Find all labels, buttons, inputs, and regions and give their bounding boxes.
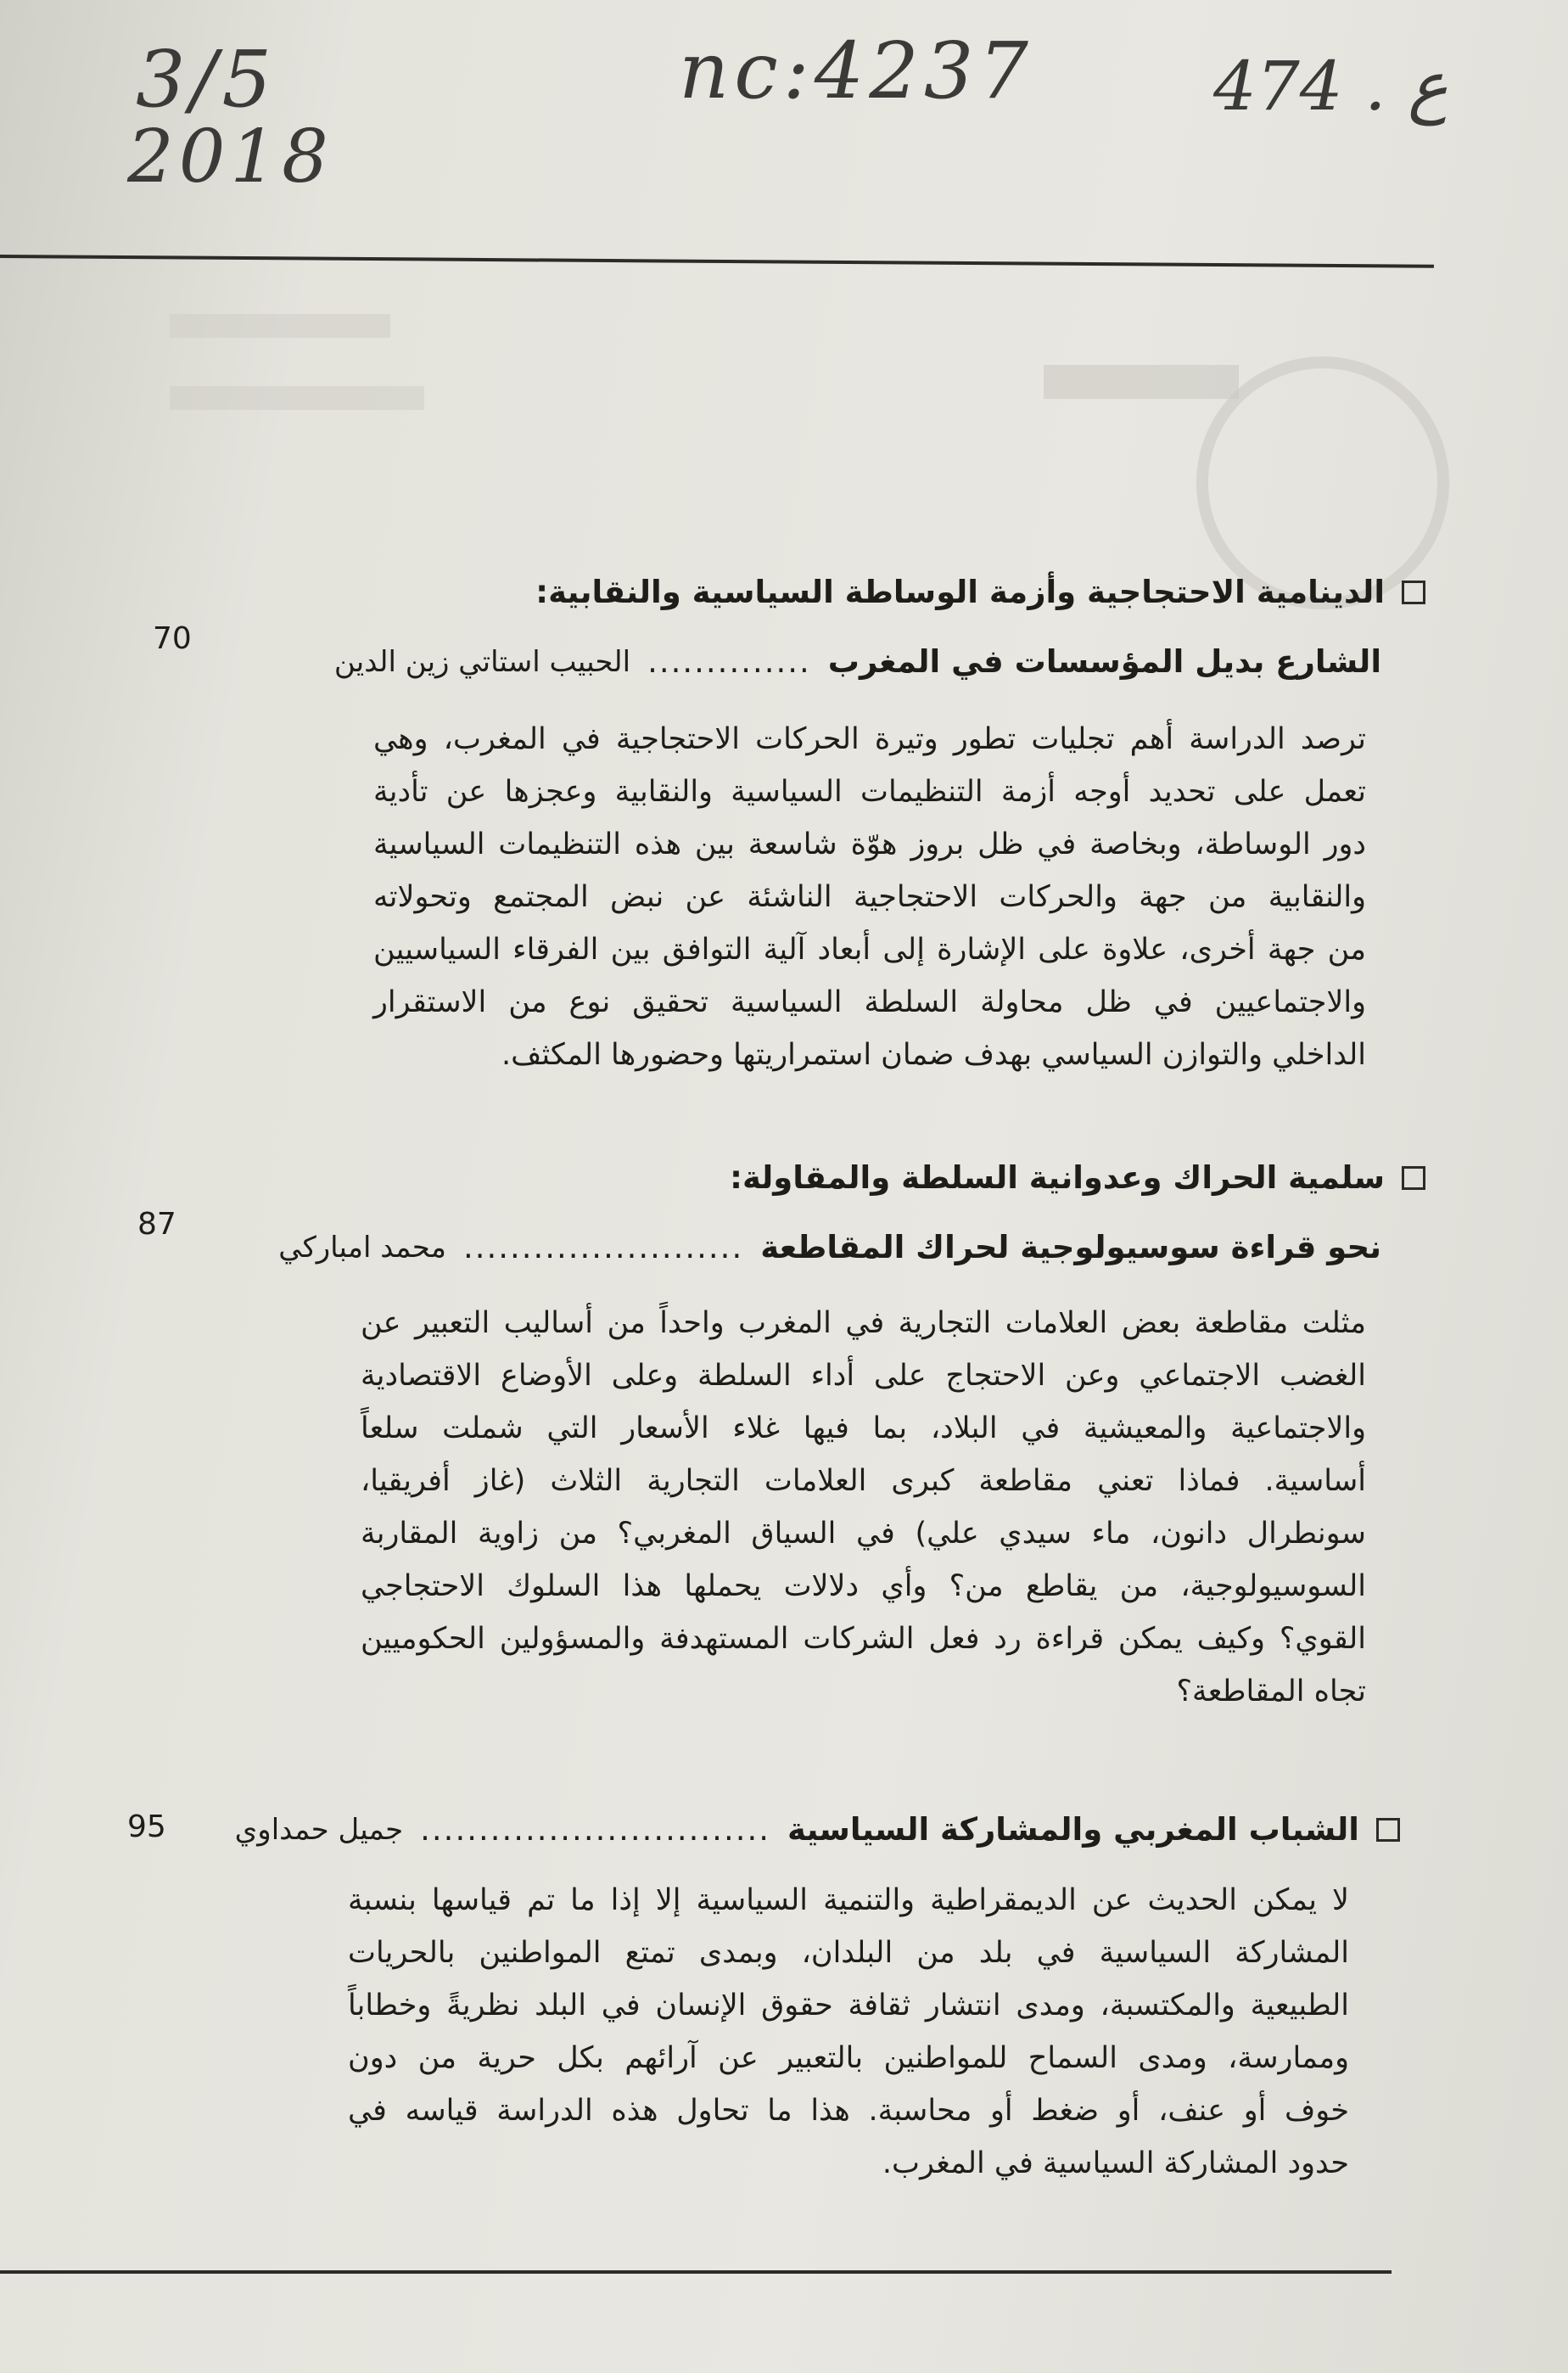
checkbox-icon bbox=[1402, 581, 1425, 604]
handwritten-code: 474 . ع bbox=[1213, 47, 1448, 126]
abstract-line: الطبيعية والمكتسبة، ومدى انتشار ثقافة حقوق الإنسان في البلد نظريةً وخطاباً bbox=[348, 1989, 1349, 2022]
abstract-line: والاجتماعيين في ظل محاولة السلطة السياسية تحقيق نوع من الاستقرار bbox=[373, 985, 1366, 1019]
abstract-line: والاجتماعية والمعيشية في البلاد، بما فيها غلاء الأسعار التي شملت سلعاً bbox=[361, 1411, 1366, 1445]
bleed-through-mark bbox=[170, 314, 390, 338]
entry-page-number: 87 bbox=[137, 1207, 176, 1242]
leader-dots: .............................. bbox=[420, 1811, 770, 1848]
handwritten-acquisition-number: nc:4237 bbox=[679, 25, 1033, 116]
abstract-line: والنقابية من جهة والحركات الاحتجاجية الناشئة عن نبض المجتمع وتحولاته bbox=[373, 880, 1366, 914]
entry-title-line-1 bbox=[235, 1806, 1400, 1854]
abstract-line: تجاه المقاطعة؟ bbox=[1176, 1675, 1366, 1708]
checkbox-icon bbox=[1402, 1166, 1425, 1190]
abstract-line: تعمل على تحديد أوجه أزمة التنظيمات السياسية والنقابية وعجزها عن تأدية bbox=[373, 775, 1366, 809]
entry-title-line-1 bbox=[535, 569, 1425, 616]
toc-entry-3 bbox=[0, 1799, 1434, 2241]
abstract-line: المشاركة السياسية في بلد من البلدان، وبمدى تمتع المواطنين بالحريات bbox=[348, 1936, 1349, 1970]
entry-title: الشباب المغربي والمشاركة السياسية bbox=[787, 1811, 1359, 1848]
entry-subtitle: الشارع بديل المؤسسات في المغرب bbox=[827, 643, 1381, 680]
entry-title-line-2 bbox=[278, 1224, 1381, 1271]
top-rule bbox=[0, 255, 1434, 268]
leader-dots: ........................ bbox=[462, 1229, 744, 1265]
entry-author: جميل حمداوي bbox=[234, 1813, 404, 1847]
entry-title-line-1 bbox=[730, 1154, 1425, 1202]
toc-entry-1 bbox=[0, 560, 1434, 1103]
leader-dots: .............. bbox=[647, 643, 811, 680]
entry-title: سلمية الحراك وعدوانية السلطة والمقاولة: bbox=[730, 1159, 1385, 1196]
toc-entry-2 bbox=[0, 1146, 1434, 1757]
abstract-line: دور الوساطة، وبخاصة في ظل بروز هوّة شاسعة بين هذه التنظيمات السياسية bbox=[373, 827, 1366, 861]
entry-page-number: 70 bbox=[153, 621, 192, 656]
bleed-through-mark bbox=[1044, 365, 1239, 399]
abstract-line: حدود المشاركة السياسية في المغرب. bbox=[882, 2146, 1349, 2180]
abstract-line: سونطرال دانون، ماء سيدي علي) في السياق المغربي؟ من زاوية المقاربة bbox=[361, 1517, 1366, 1551]
abstract-line: الغضب الاجتماعي وعن الاحتجاج على أداء السلطة وعلى الأوضاع الاقتصادية bbox=[361, 1359, 1366, 1393]
entry-abstract bbox=[361, 1297, 1366, 1718]
abstract-line: وممارسة، ومدى السماح للمواطنين بالتعبير عن آرائهم بكل حرية من دون bbox=[348, 2041, 1349, 2075]
entry-subtitle: نحو قراءة سوسيولوجية لحراك المقاطعة bbox=[760, 1229, 1381, 1265]
abstract-line: ترصد الدراسة أهم تجليات تطور وتيرة الحركات الاحتجاجية في المغرب، وهي bbox=[373, 722, 1366, 756]
bleed-through-mark bbox=[170, 386, 424, 410]
entry-page-number: 95 bbox=[127, 1809, 166, 1844]
entry-author: الحبيب استاتي زين الدين bbox=[333, 645, 631, 679]
checkbox-icon bbox=[1376, 1818, 1400, 1842]
abstract-line: خوف أو عنف، أو ضغط أو محاسبة. هذا ما تحاول هذه الدراسة قياسه في bbox=[348, 2094, 1349, 2128]
entry-title: الدينامية الاحتجاجية وأزمة الوساطة السياسية والنقابية: bbox=[535, 574, 1385, 610]
abstract-line: الداخلي والتوازن السياسي بهدف ضمان استمراريتها وحضورها المكثف. bbox=[501, 1038, 1366, 1072]
handwritten-shelf-number: 3/5 bbox=[136, 34, 277, 125]
entry-abstract bbox=[373, 713, 1366, 1081]
abstract-line: السوسيولوجية، من يقاطع من؟ وأي دلالات يحملها هذا السلوك الاحتجاجي bbox=[361, 1569, 1366, 1603]
abstract-line: لا يمكن الحديث عن الديمقراطية والتنمية السياسية إلا إذا ما تم قياسها بنسبة bbox=[348, 1883, 1349, 1917]
abstract-line: القوي؟ وكيف يمكن قراءة رد فعل الشركات المستهدفة والمسؤولين الحكوميين bbox=[361, 1622, 1366, 1656]
bottom-rule bbox=[0, 2270, 1392, 2274]
abstract-line: أساسية. فماذا تعني مقاطعة كبرى العلامات التجارية الثلاث (غاز أفريقيا، bbox=[361, 1464, 1366, 1498]
entry-author: محمد امباركي bbox=[278, 1231, 446, 1265]
abstract-line: من جهة أخرى، علاوة على الإشارة إلى أبعاد آلية التوافق بين الفرقاء السياسيين bbox=[373, 933, 1366, 967]
abstract-line: مثلت مقاطعة بعض العلامات التجارية في المغرب واحداً من أساليب التعبير عن bbox=[361, 1306, 1366, 1340]
entry-abstract bbox=[348, 1874, 1349, 2190]
entry-title-line-2 bbox=[334, 638, 1381, 686]
handwritten-year: 2018 bbox=[127, 115, 333, 199]
